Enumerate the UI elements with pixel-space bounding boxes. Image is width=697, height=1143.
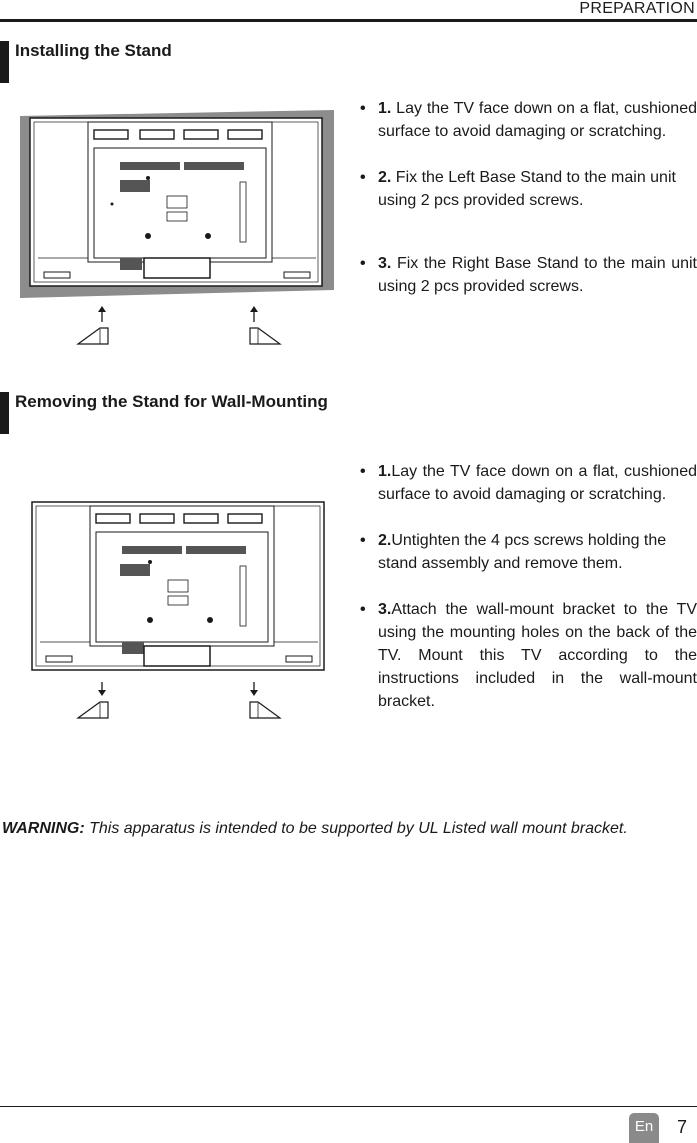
section-title-removing: Removing the Stand for Wall-Mounting bbox=[15, 392, 328, 411]
bullet: • bbox=[360, 463, 366, 480]
page-number: 7 bbox=[677, 1117, 688, 1137]
tv-stand-remove-figure bbox=[28, 498, 328, 720]
bullet: • bbox=[360, 601, 366, 618]
install-steps bbox=[360, 97, 697, 298]
right-base-stand-icon bbox=[250, 702, 280, 718]
footer-rule bbox=[0, 1106, 697, 1107]
install-step-3: • 3. Fix the Right Base Stand to the main unit using 2 pcs provided screws. bbox=[360, 252, 697, 298]
header-rule bbox=[0, 19, 697, 22]
language-badge: En bbox=[629, 1113, 659, 1143]
left-base-stand-icon bbox=[78, 328, 108, 344]
warning-label: WARNING: bbox=[2, 820, 85, 837]
remove-steps bbox=[360, 460, 697, 713]
bullet: • bbox=[360, 100, 366, 117]
section-marker bbox=[0, 41, 9, 83]
right-base-stand-icon bbox=[250, 328, 280, 344]
warning-note bbox=[2, 820, 628, 838]
install-step-1: • 1. Lay the TV face down on a flat, cushioned surface to avoid damaging or scratching. bbox=[360, 97, 697, 143]
left-base-stand-icon bbox=[78, 702, 108, 718]
warning-text: This apparatus is intended to be supported by UL Listed wall mount bracket. bbox=[84, 820, 628, 837]
header-title: PREPARATION bbox=[579, 0, 695, 17]
section-title-installing: Installing the Stand bbox=[15, 41, 172, 60]
bullet: • bbox=[360, 169, 366, 186]
section-marker bbox=[0, 392, 9, 434]
bullet: • bbox=[360, 532, 366, 549]
tv-stand-install-figure bbox=[16, 108, 338, 346]
bullet: • bbox=[360, 255, 366, 272]
remove-step-1: • 1.Lay the TV face down on a flat, cushioned surface to avoid damaging or scratching. bbox=[360, 460, 697, 506]
remove-step-3: • 3.Attach the wall-mount bracket to the TV using the mounting holes on the back of the TV. Mount this TV according to the instructions included in the wall-mount bracket. bbox=[360, 598, 697, 713]
install-step-2: • 2. Fix the Left Base Stand to the main unit using 2 pcs provided screws. bbox=[360, 166, 697, 212]
remove-step-2: • 2.Untighten the 4 pcs screws holding the stand assembly and remove them. bbox=[360, 529, 697, 575]
